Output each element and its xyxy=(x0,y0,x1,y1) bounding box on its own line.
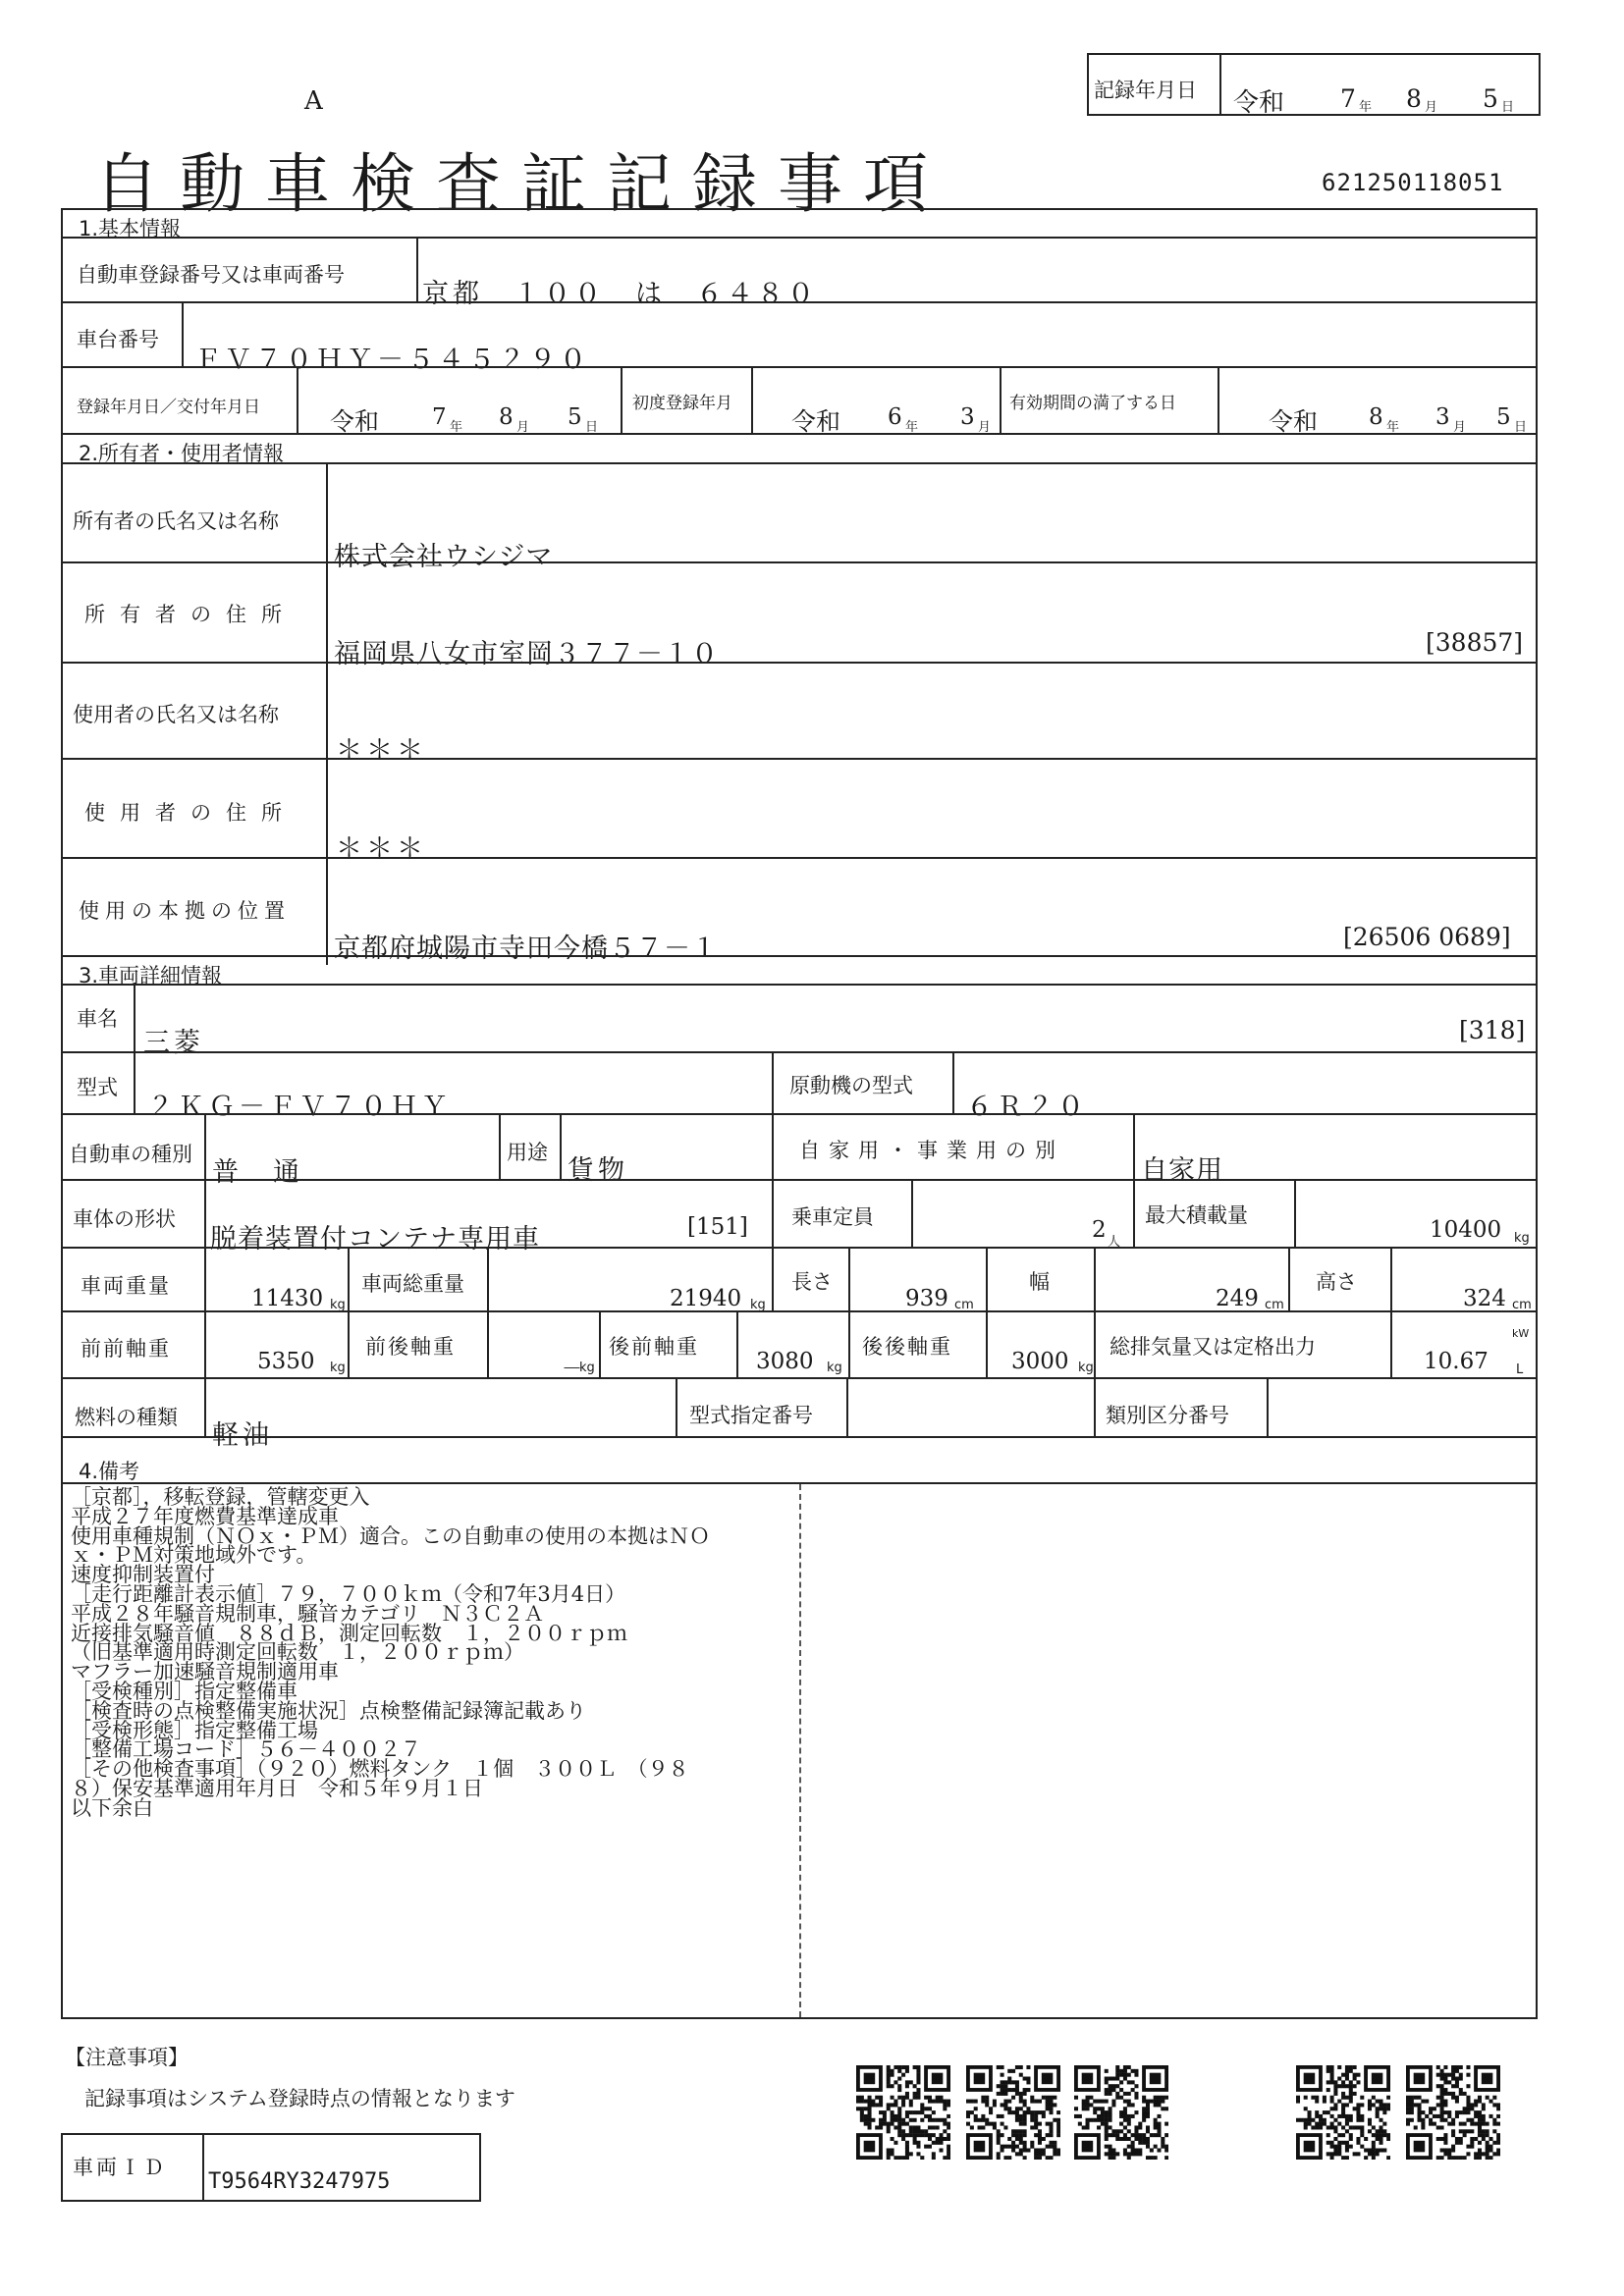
usage: 貨物 xyxy=(568,1155,628,1186)
private-business: 自家用 xyxy=(1141,1155,1223,1186)
remark-line: ［受検種別］指定整備車 xyxy=(71,1679,298,1703)
section4-title: 4.備考 xyxy=(79,1460,140,1483)
maker-code: [318] xyxy=(1459,1016,1526,1044)
qr-code-1 xyxy=(856,2065,950,2160)
rr-axle-label: 後後軸重 xyxy=(862,1335,952,1359)
max-load-label: 最大積載量 xyxy=(1145,1203,1248,1227)
fr-axle: － xyxy=(562,1357,582,1380)
rf-axle: 3080 xyxy=(756,1349,814,1374)
engine-model-label: 原動機の型式 xyxy=(789,1074,913,1097)
base-location-code: [26506 0689] xyxy=(1343,923,1511,951)
remark-line: 平成２８年騒音規制車，騒音カテゴリ Ｎ３Ｃ２Ａ xyxy=(71,1601,545,1626)
owner-name-label: 所有者の氏名又は名称 xyxy=(73,509,279,533)
remark-line: （旧基準適用時測定回転数 １，２００ｒｐｍ） xyxy=(71,1640,524,1665)
section2-title: 2.所有者・使用者情報 xyxy=(79,442,285,465)
remark-line: ［京都］，移転登録，管轄変更入 xyxy=(71,1485,370,1509)
remark-line: ８）保安基準適用年月日 令和５年９月１日 xyxy=(71,1776,483,1800)
notice-title: 【注意事項】 xyxy=(65,2046,189,2069)
reg-number: 京都 １００ は ６４８０ xyxy=(422,279,818,309)
base-location: 京都府城陽市寺田今橋５７－１ xyxy=(334,934,719,964)
owner-address: 福岡県八女市室岡３７７－１０ xyxy=(334,639,719,669)
user-name-label: 使用者の氏名又は名称 xyxy=(73,703,279,726)
category-label: 類別区分番号 xyxy=(1106,1404,1229,1427)
vehicle-weight: 11430 xyxy=(251,1286,324,1311)
remark-line: ［走行距離計表示値］７９，７００ｋｍ（令和7年3月4日） xyxy=(71,1581,626,1606)
record-date-month: 8 xyxy=(1406,84,1422,113)
remark-line: ［整備工場コード］５６－４００２７ xyxy=(71,1737,421,1762)
remarks-notes xyxy=(71,1485,710,1820)
capacity: 2 xyxy=(1092,1217,1107,1243)
remark-line: ［その他検査事項］（９２０）燃料タンク １個 ３００Ｌ （９８ xyxy=(71,1757,689,1782)
qr-code-2 xyxy=(966,2065,1060,2160)
length-label: 長さ xyxy=(791,1270,833,1294)
record-date-era: 令和 xyxy=(1233,88,1285,118)
remark-line: ［受検形態］指定整備工場 xyxy=(71,1718,318,1742)
vehicle-id: T9564RY3247975 xyxy=(208,2169,391,2194)
usage-label: 用途 xyxy=(507,1141,548,1164)
rf-axle-label: 後前軸重 xyxy=(609,1335,699,1359)
qr-code-4 xyxy=(1296,2065,1390,2160)
remark-line: マフラー加速騒音規制適用車 xyxy=(71,1660,339,1684)
rr-axle: 3000 xyxy=(1011,1349,1069,1374)
owner-address-code: [38857] xyxy=(1426,628,1524,657)
height: 324 xyxy=(1463,1286,1506,1311)
maker: 三菱 xyxy=(143,1028,204,1058)
type-designation-label: 型式指定番号 xyxy=(689,1404,813,1427)
section1-title: 1.基本情報 xyxy=(79,217,182,240)
max-load: 10400 xyxy=(1430,1217,1502,1243)
fuel: 軽油 xyxy=(212,1420,273,1451)
gross-weight: 21940 xyxy=(670,1286,742,1311)
reg-date-label: 登録年月日／交付年月日 xyxy=(77,398,260,417)
remark-line: 近接排気騒音値 ８８ｄＢ，測定回転数 １，２００ｒｐｍ xyxy=(71,1621,627,1645)
height-label: 高さ xyxy=(1316,1270,1357,1294)
vehicle-id-label: 車両ＩＤ xyxy=(73,2156,167,2179)
base-location-label: 使用の本拠の位置 xyxy=(79,899,291,923)
first-reg-label: 初度登録年月 xyxy=(632,394,732,413)
displacement: 10.67 xyxy=(1424,1349,1489,1374)
body-shape-code: [151] xyxy=(687,1214,748,1240)
ff-axle: 5350 xyxy=(257,1349,315,1374)
chassis-label: 車台番号 xyxy=(77,328,159,351)
record-date-label: 記録年月日 xyxy=(1094,79,1197,102)
owner-name: 株式会社ウシジマ xyxy=(334,542,554,572)
qr-code-3 xyxy=(1074,2065,1168,2160)
reg-number-label: 自動車登録番号又は車両番号 xyxy=(77,263,345,287)
kind: 普 通 xyxy=(212,1157,303,1188)
document-title: 自動車検査証記録事項 xyxy=(94,146,948,222)
remark-line: 使用車種規制（ＮＯｘ・ＰＭ）適合。この自動車の使用の本拠はＮＯ xyxy=(71,1523,710,1548)
length: 939 xyxy=(905,1286,948,1311)
document-mark: A xyxy=(304,86,323,116)
body-shape: 脱着装置付コンテナ専用車 xyxy=(210,1224,540,1255)
remark-line: ［検査時の点検整備実施状況］点検整備記録簿記載あり xyxy=(71,1698,586,1723)
displacement-label: 総排気量又は定格出力 xyxy=(1110,1335,1316,1359)
model-label: 型式 xyxy=(77,1076,118,1099)
qr-code-5 xyxy=(1406,2065,1500,2160)
remark-line: ｘ・ＰＭ対策地域外です。 xyxy=(71,1543,317,1568)
record-date-year: 7 xyxy=(1340,84,1356,113)
user-address: ＊＊＊ xyxy=(336,833,427,864)
remark-line: 平成２７年度燃費基準達成車 xyxy=(71,1504,339,1528)
fuel-label: 燃料の種類 xyxy=(75,1406,178,1429)
document-number: 621250118051 xyxy=(1322,169,1504,196)
remark-line: 以下余白 xyxy=(71,1795,153,1820)
maker-label: 車名 xyxy=(77,1007,118,1031)
model: ２ＫＧ－ＦＶ７０ＨＹ xyxy=(147,1092,452,1122)
owner-address-label: 所有者の住所 xyxy=(84,603,297,626)
kind-label: 自動車の種別 xyxy=(69,1143,192,1166)
notice-text: 記録事項はシステム登録時点の情報となります xyxy=(84,2087,515,2110)
remark-line: 速度抑制装置付 xyxy=(71,1563,215,1587)
engine-model: ６Ｒ２０ xyxy=(966,1092,1088,1122)
chassis-number: ＦＶ７０ＨＹ－５４５２９０ xyxy=(194,345,590,375)
capacity-label: 乗車定員 xyxy=(791,1205,874,1229)
gross-weight-label: 車両総重量 xyxy=(361,1272,464,1296)
private-business-label: 自家用・事業用の別 xyxy=(799,1139,1064,1162)
fr-axle-label: 前後軸重 xyxy=(365,1335,456,1359)
user-address-label: 使用者の住所 xyxy=(84,801,297,825)
user-name: ＊＊＊ xyxy=(336,735,427,766)
expiry-label: 有効期間の満了する日 xyxy=(1009,394,1176,413)
section3-title: 3.車両詳細情報 xyxy=(79,964,223,988)
record-date-day: 5 xyxy=(1483,84,1498,113)
ff-axle-label: 前前軸重 xyxy=(81,1337,171,1361)
width-label: 幅 xyxy=(1029,1270,1050,1294)
width: 249 xyxy=(1216,1286,1259,1311)
body-shape-label: 車体の形状 xyxy=(73,1207,176,1231)
vehicle-weight-label: 車両重量 xyxy=(81,1274,171,1298)
